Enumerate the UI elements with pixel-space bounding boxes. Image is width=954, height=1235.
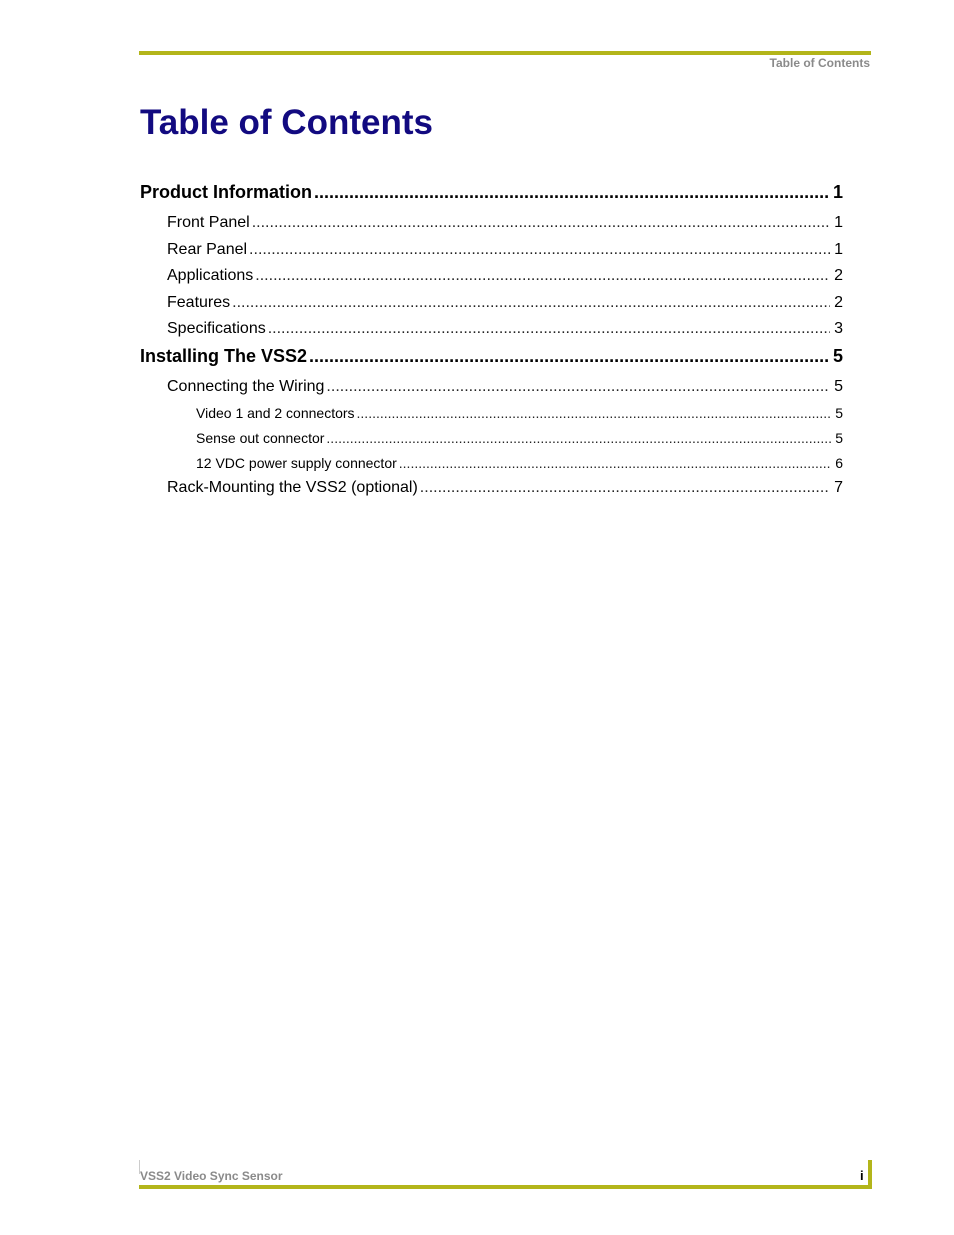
toc-entry-page: 2 bbox=[834, 267, 843, 284]
footer-rule bbox=[139, 1185, 872, 1189]
toc-entry-label: Rack-Mounting the VSS2 (optional) bbox=[167, 479, 418, 496]
toc-entry-label: Rear Panel bbox=[167, 241, 248, 258]
toc-entry-page: 1 bbox=[832, 182, 843, 202]
toc-leader-dots bbox=[314, 182, 829, 203]
toc-entry-page: 6 bbox=[835, 455, 843, 471]
footer-doc-title: VSS2 Video Sync Sensor bbox=[140, 1169, 283, 1183]
toc-entry-rack-mounting[interactable] bbox=[140, 479, 843, 497]
toc-entry-label: Video 1 and 2 connectors bbox=[196, 405, 355, 421]
toc-entry-label: 12 VDC power supply connector bbox=[196, 455, 397, 471]
page-title: Table of Contents bbox=[140, 103, 433, 142]
toc-entry-rear-panel[interactable] bbox=[140, 241, 843, 259]
toc-entry-specifications[interactable] bbox=[140, 320, 843, 338]
toc-entry-features[interactable] bbox=[140, 294, 843, 312]
toc-leader-dots bbox=[357, 405, 832, 421]
toc-entry-page: 5 bbox=[835, 405, 843, 421]
toc-leader-dots bbox=[326, 378, 830, 396]
toc-entry-connecting-the-wiring[interactable] bbox=[140, 378, 843, 396]
toc-leader-dots bbox=[420, 479, 830, 497]
toc-entry-power-supply-connector[interactable] bbox=[140, 455, 843, 471]
toc-entry-product-information[interactable] bbox=[140, 182, 843, 203]
toc-entry-video-connectors[interactable] bbox=[140, 405, 843, 421]
toc-leader-dots bbox=[255, 267, 830, 285]
toc-entry-page: 3 bbox=[834, 320, 843, 337]
toc-leader-dots bbox=[249, 241, 830, 259]
toc-entry-page: 1 bbox=[834, 214, 843, 231]
toc-entry-label: Applications bbox=[167, 267, 254, 284]
toc-leader-dots bbox=[309, 346, 829, 367]
header-rule bbox=[139, 51, 871, 55]
toc-entry-page: 2 bbox=[834, 294, 843, 311]
footer-page-number: i bbox=[860, 1168, 864, 1183]
toc-entry-sense-out-connector[interactable] bbox=[140, 430, 843, 446]
toc-entry-applications[interactable] bbox=[140, 267, 843, 285]
toc-entry-label: Installing The VSS2 bbox=[140, 346, 308, 366]
toc-entry-page: 5 bbox=[834, 378, 843, 395]
toc-entry-label: Sense out connector bbox=[196, 430, 325, 446]
toc-entry-page: 7 bbox=[834, 479, 843, 496]
toc-leader-dots bbox=[252, 214, 830, 232]
toc-entry-front-panel[interactable] bbox=[140, 214, 843, 232]
toc-leader-dots bbox=[399, 455, 831, 471]
toc-entry-label: Features bbox=[167, 294, 231, 311]
toc-entry-page: 1 bbox=[834, 241, 843, 258]
header-section-label: Table of Contents bbox=[769, 56, 870, 70]
toc-leader-dots bbox=[326, 430, 831, 446]
toc-entry-installing-the-vss2[interactable] bbox=[140, 346, 843, 367]
toc-entry-page: 5 bbox=[835, 430, 843, 446]
toc-leader-dots bbox=[232, 294, 830, 312]
toc-entry-label: Connecting the Wiring bbox=[167, 378, 325, 395]
toc-entry-label: Front Panel bbox=[167, 214, 250, 231]
toc-leader-dots bbox=[268, 320, 830, 338]
toc-entry-page: 5 bbox=[832, 346, 843, 366]
toc-entry-label: Specifications bbox=[167, 320, 266, 337]
toc-entry-label: Product Information bbox=[140, 182, 312, 202]
